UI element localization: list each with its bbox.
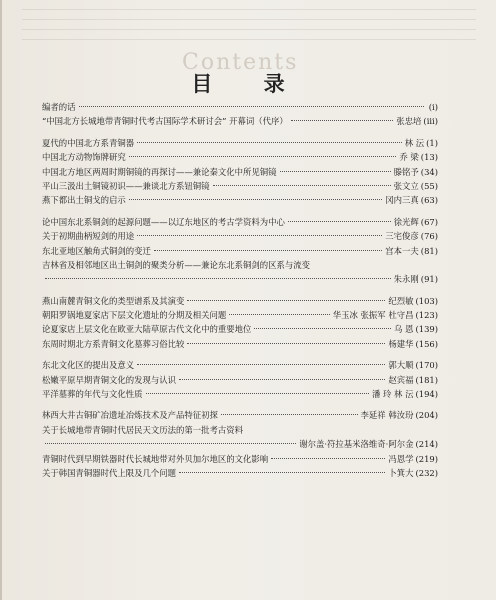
entry-author: 卜箕大 <box>388 467 414 478</box>
entry-author: 赵宾福 <box>388 374 414 385</box>
entry-title: 论夏家店上层文化在欧亚大陆草原古代文化中的重要地位 <box>42 324 252 335</box>
entry-title: 夏代的中国北方系青铜器 <box>42 137 135 148</box>
toc-entry <box>42 466 438 480</box>
entry-title: 平山三汲出土铜镜初识——兼谈北方系钮铜镜 <box>42 180 210 191</box>
entry-title: “中国北方长城地带青铜时代考古国际学术研讨会” 开幕词（代序） <box>42 116 288 127</box>
entry-author: 华玉冰 张振军 杜守昌 <box>332 310 414 321</box>
toc-list <box>42 100 438 480</box>
entry-page: (i) <box>428 102 438 112</box>
entry-title: 林西大井古铜矿冶遗址冶炼技术及产品特征初探 <box>42 410 218 421</box>
bleed-line <box>22 10 476 20</box>
bleed-line <box>22 40 476 48</box>
leader-dots <box>146 393 369 394</box>
toc-entry <box>42 179 438 193</box>
bleed-through-heading: Contents <box>182 50 299 75</box>
leader-dots <box>79 106 424 107</box>
entry-author: 李延祥 韩汝玢 <box>360 410 414 421</box>
toc-entry <box>42 258 438 272</box>
entry-title: 关于韩国青铜器时代上限及几个问题 <box>42 467 176 478</box>
leader-dots <box>229 314 330 315</box>
entry-author: 张忠培 <box>396 116 422 127</box>
bleed-through-text <box>2 0 496 48</box>
entry-page: (103) <box>415 295 438 306</box>
toc-entry <box>42 387 438 401</box>
toc-entry <box>42 408 438 422</box>
entry-title: 燕山南麓青铜文化的类型谱系及其演变 <box>42 295 185 306</box>
entry-author: 乔 梁 <box>399 152 419 163</box>
entry-page: (204) <box>415 410 438 421</box>
leader-dots <box>187 300 385 301</box>
entry-author: 潘 玲 林 沄 <box>371 389 414 400</box>
leader-dots <box>129 156 397 157</box>
entry-title: 松嫩平原早期青铜文化的发现与认识 <box>42 374 176 385</box>
leader-dots <box>137 235 382 236</box>
leader-dots <box>179 379 385 380</box>
leader-dots <box>213 185 391 186</box>
entry-author: 谢尔盖·符拉基米洛维奇·阿尔金 <box>299 439 414 450</box>
section-gap <box>42 129 438 136</box>
toc-entry <box>42 150 438 164</box>
leader-dots <box>137 364 385 365</box>
section-gap <box>42 401 438 408</box>
leader-dots <box>288 221 391 222</box>
entry-title: 东北文化区的提出及意义 <box>42 360 135 371</box>
toc-entry <box>42 136 438 150</box>
entry-page: (1) <box>426 137 438 148</box>
entry-author: 滕铭予 <box>393 166 419 177</box>
entry-page: (76) <box>420 231 438 242</box>
entry-page: (67) <box>420 216 438 227</box>
entry-author: 乌 恩 <box>394 324 414 335</box>
entry-author: 朱永刚 <box>393 274 419 285</box>
toc-entry <box>42 358 438 372</box>
entry-title: 关于初期曲柄短剑的用途 <box>42 231 135 242</box>
toc-entry <box>42 100 438 114</box>
leader-dots <box>271 458 385 459</box>
entry-page: (123) <box>415 310 438 321</box>
toc-entry <box>42 114 438 128</box>
entry-page: (139) <box>415 324 438 335</box>
entry-title: 朝阳罗锅地夏家店下层文化遗址的分期及相关问题 <box>42 310 227 321</box>
leader-dots <box>254 328 391 329</box>
entry-page: (156) <box>415 338 438 349</box>
bleed-line <box>22 30 476 40</box>
leader-dots <box>137 142 402 143</box>
toc-entry <box>42 437 438 451</box>
entry-page: (81) <box>420 245 438 256</box>
entry-page: (214) <box>415 439 438 450</box>
toc-entry <box>42 452 438 466</box>
leader-dots <box>129 199 383 200</box>
entry-page: (63) <box>420 195 438 206</box>
leader-dots <box>45 278 391 279</box>
entry-author: 郭大顺 <box>388 360 414 371</box>
section-gap <box>42 287 438 294</box>
entry-author: 杨建华 <box>388 338 414 349</box>
entry-title: 编者的话 <box>42 102 76 112</box>
toc-entry <box>42 244 438 258</box>
entry-page: (91) <box>420 274 438 285</box>
leader-dots <box>45 443 296 444</box>
entry-page: (219) <box>415 453 438 464</box>
page-title: 目 录 <box>191 71 307 96</box>
leader-dots <box>154 250 382 251</box>
toc-entry <box>42 294 438 308</box>
entry-author: 徐光辉 <box>393 216 419 227</box>
entry-author: 林 沄 <box>404 137 425 148</box>
toc-entry <box>42 215 438 229</box>
entry-page: (55) <box>420 180 438 191</box>
bleed-line <box>22 20 476 30</box>
book-page <box>2 0 496 600</box>
entry-page: (194) <box>415 389 438 400</box>
entry-title: 平洋墓葬的年代与文化性质 <box>42 389 143 400</box>
entry-author: 冈内三真 <box>385 195 419 206</box>
entry-page: (34) <box>420 166 438 177</box>
entry-title: 中国北方地区两周时期铜镜的再探讨——兼论秦文化中所见铜镜 <box>42 166 277 177</box>
toc-entry <box>42 308 438 322</box>
entry-title: 青铜时代到早期铁器时代长城地带对外贝加尔地区的文化影响 <box>42 453 269 464</box>
entry-page: (232) <box>415 467 438 478</box>
entry-author: 冯恩学 <box>388 453 414 464</box>
entry-title: 东北亚地区触角式铜剑的变迁 <box>42 245 151 256</box>
entry-page: (181) <box>415 374 438 385</box>
entry-page: (13) <box>420 152 438 163</box>
entry-page: (170) <box>415 360 438 371</box>
entry-title: 关于长城地带青铜时代居民天文历法的第一批考古资料 <box>42 424 243 435</box>
leader-dots <box>179 472 385 473</box>
entry-title: 中国北方动物饰牌研究 <box>42 152 126 163</box>
toc-entry <box>42 165 438 179</box>
entry-author: 宫本一夫 <box>385 245 419 256</box>
toc-entry <box>42 322 438 336</box>
entry-title: 燕下都出土铜戈的启示 <box>42 195 126 206</box>
toc-entry <box>42 229 438 243</box>
entry-title: 论中国东北系铜剑的起源问题——以辽东地区的考古学资料为中心 <box>42 216 285 227</box>
entry-author: 三宅俊彦 <box>385 231 419 242</box>
leader-dots <box>291 120 394 121</box>
leader-dots <box>187 343 385 344</box>
leader-dots <box>221 414 358 415</box>
entry-page: (iii) <box>423 116 438 127</box>
section-gap <box>42 208 438 215</box>
bleed-line <box>22 0 476 10</box>
toc-entry <box>42 373 438 387</box>
entry-title: 吉林省及相邻地区出土铜剑的聚类分析——兼论东北系铜剑的区系与流变 <box>42 259 310 270</box>
entry-author: 纪烈敏 <box>388 295 414 306</box>
section-gap <box>42 351 438 358</box>
toc-entry <box>42 272 438 286</box>
toc-entry <box>42 193 438 207</box>
entry-author: 张文立 <box>393 180 419 191</box>
entry-title: 东周时期北方系青铜文化墓葬习俗比较 <box>42 338 185 349</box>
toc-entry <box>42 423 438 437</box>
leader-dots <box>280 171 391 172</box>
toc-entry <box>42 337 438 351</box>
